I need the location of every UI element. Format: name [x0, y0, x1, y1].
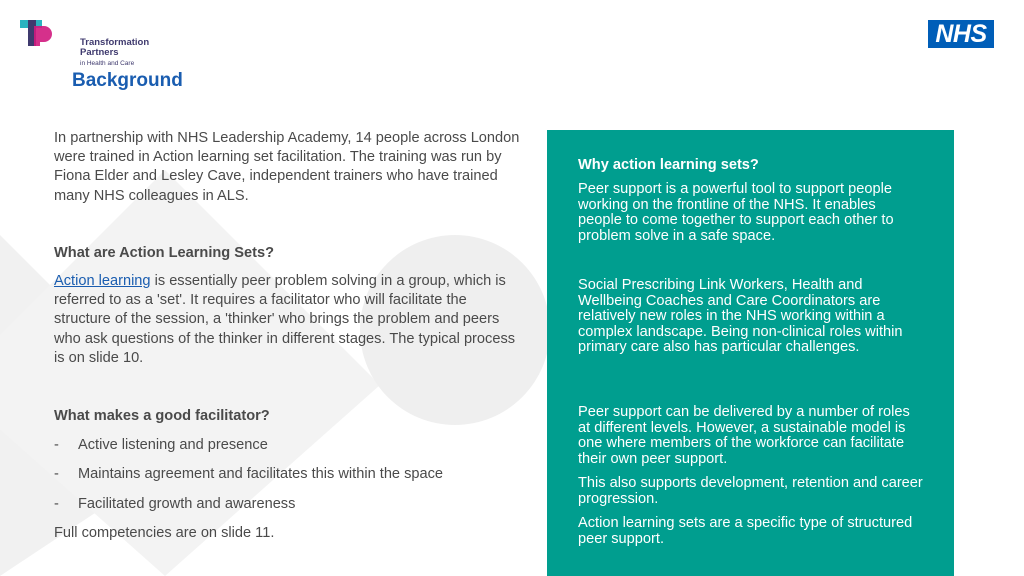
als-body-text: is essentially peer problem solving in a group, which is referred to as a 'set'. It requires a facilitator who will facilitate the structure of the session, a 'thinker' who brings the problem and peers who ask questions of the thinker in different stages. The typical process is on slide 10. — [54, 273, 516, 366]
nhs-logo: NHS — [928, 20, 994, 48]
panel-paragraph-2: Social Prescribing Link Workers, Health and Wellbeing Coaches and Care Coordinators are relatively new roles in the NHS working within a complex landscape. Being non-clinical roles within primary care also has particular challenges. — [578, 277, 903, 355]
panel-heading: Why action learning sets? — [578, 157, 759, 173]
transformation-partners-logo — [20, 18, 150, 67]
logo-line-2: Partners — [80, 47, 119, 58]
action-learning-link[interactable]: Action learning — [54, 273, 151, 290]
bullet-marker: - — [54, 495, 59, 512]
als-heading: What are Action Learning Sets? — [54, 244, 275, 261]
als-paragraph — [54, 272, 524, 368]
why-als-panel — [547, 130, 954, 576]
page-title: Background — [72, 70, 183, 91]
facilitator-heading: What makes a good facilitator? — [54, 408, 270, 425]
bullet-text: Maintains agreement and facilitates this within the space — [78, 466, 444, 483]
panel-paragraph-1: Peer support is a powerful tool to support people working on the frontline of the NHS. It enables people to come together to support each other to problem solve in a safe space. — [578, 181, 894, 244]
list-item — [54, 465, 524, 484]
bullet-marker: - — [54, 437, 59, 454]
logo-line-3: in Health and Care — [80, 60, 135, 67]
list-item — [54, 436, 524, 455]
panel-paragraph-4: This also supports development, retention and career progression. — [578, 475, 923, 507]
list-item — [54, 495, 524, 514]
bullet-text: Active listening and presence — [78, 437, 268, 454]
bullet-text: Facilitated growth and awareness — [78, 495, 296, 512]
competencies-note: Full competencies are on slide 11. — [54, 524, 275, 541]
tp-logo-mark-icon — [20, 18, 56, 48]
panel-paragraph-3: Peer support can be delivered by a number of roles at different levels. However, a sustainable model is one where members of the workforce can facilitate their own peer support. — [578, 404, 910, 467]
bullet-marker: - — [54, 466, 59, 483]
left-column — [54, 129, 524, 543]
tp-logo-text — [80, 38, 149, 69]
intro-paragraph: In partnership with NHS Leadership Academy, 14 people across London were trained in Action learning set facilitation. The training was run by Fiona Elder and Lesley Cave, independent trainers who have trained many NHS colleagues in ALS. — [54, 130, 520, 204]
panel-paragraph-5: Action learning sets are a specific type of structured peer support. — [578, 515, 913, 547]
logo-line-1: Transformation — [80, 37, 150, 48]
